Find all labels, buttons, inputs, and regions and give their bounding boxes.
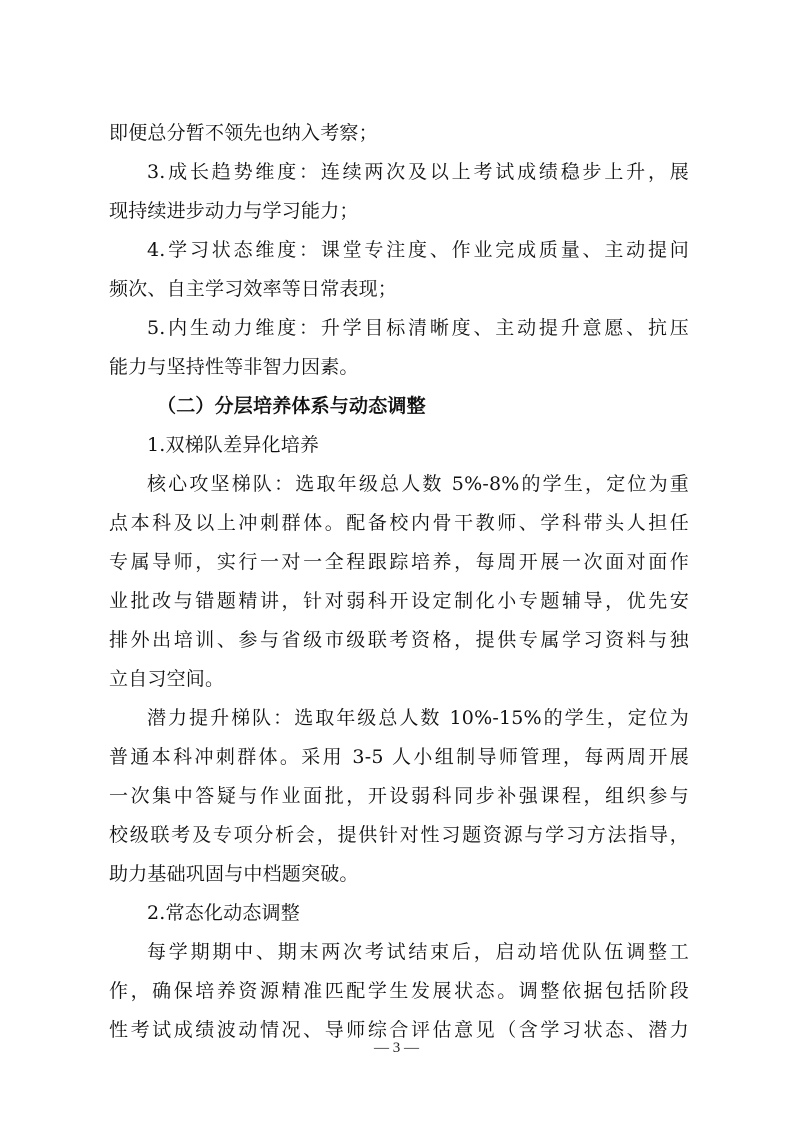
text-line: 一次集中答疑与作业面批，开设弱科同步补强课程，组织参与 <box>109 785 689 807</box>
text-line: 核心攻坚梯队：选取年级总人数 5%-8%的学生，定位为重 <box>147 473 689 495</box>
text-line: 能力与坚持性等非智力因素。 <box>109 356 359 378</box>
text-line: 普通本科冲刺群体。采用 3-5 人小组制导师管理，每两周开展 <box>109 746 689 768</box>
text-line: 现持续进步动力与学习能力； <box>109 200 359 222</box>
text-line: 立自习空间。 <box>109 668 225 690</box>
text-line: 点本科及以上冲刺群体。配备校内骨干教师、学科带头人担任 <box>109 512 689 534</box>
text-line: 潜力提升梯队：选取年级总人数 10%-15%的学生，定位为 <box>147 707 689 729</box>
text-line: 即便总分暂不领先也纳入考察； <box>109 122 378 144</box>
text-line: 作，确保培养资源精准匹配学生发展状态。调整依据包括阶段 <box>109 980 689 1002</box>
text-line: 每学期期中、期末两次考试结束后，启动培优队伍调整工 <box>147 941 689 963</box>
text-line: 业批改与错题精讲，针对弱科开设定制化小专题辅导，优先安 <box>109 590 689 612</box>
text-line: 4.学习状态维度：课堂专注度、作业完成质量、主动提问 <box>147 239 689 261</box>
text-line: 性考试成绩波动情况、导师综合评估意见（含学习状态、潜力 <box>109 1019 689 1041</box>
text-line: 频次、自主学习效率等日常表现； <box>109 278 398 300</box>
subsection-heading: 1.双梯队差异化培养 <box>147 434 320 456</box>
text-line: 助力基础巩固与中档题突破。 <box>109 863 359 885</box>
section-heading: （二）分层培养体系与动态调整 <box>157 395 426 417</box>
text-line: 3.成长趋势维度：连续两次及以上考试成绩稳步上升，展 <box>147 161 689 183</box>
text-line: 专属导师，实行一对一全程跟踪培养，每周开展一次面对面作 <box>109 551 689 573</box>
text-line: 5.内生动力维度：升学目标清晰度、主动提升意愿、抗压 <box>147 317 689 339</box>
text-line: 排外出培训、参与省级市级联考资格，提供专属学习资料与独 <box>109 629 689 651</box>
subsection-heading: 2.常态化动态调整 <box>147 902 300 924</box>
text-line: 校级联考及专项分析会，提供针对性习题资源与学习方法指导， <box>109 824 689 846</box>
page-number: — 3 — <box>374 1040 419 1056</box>
